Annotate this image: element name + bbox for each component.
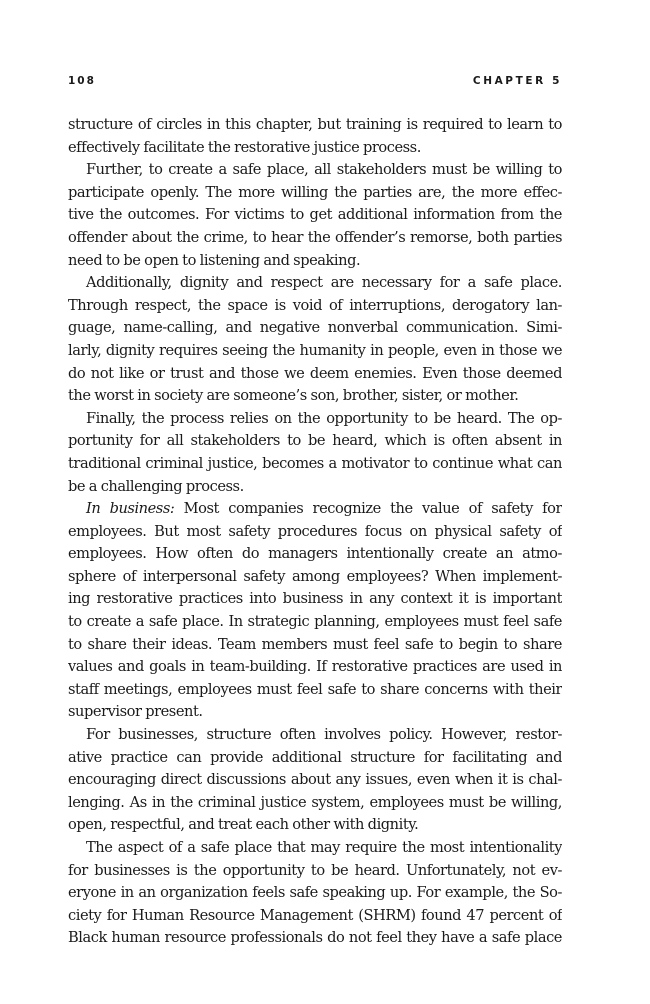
text-line: larly, dignity requires seeing the humanity in people, even in those we bbox=[68, 341, 562, 359]
text-line: for businesses is the opportunity to be heard. Unfortunately, not ev- bbox=[68, 861, 562, 879]
text-line: Further, to create a safe place, all stakeholders must be willing to bbox=[86, 161, 562, 179]
text-line: ing restorative practices into business in any context it is important bbox=[68, 590, 562, 608]
text-line: to share their ideas. Team members must feel safe to begin to share bbox=[68, 635, 562, 653]
text-line: employees. How often do managers intentionally create an atmo- bbox=[68, 545, 562, 563]
text-line: employees. But most safety procedures focus on physical safety of bbox=[68, 522, 562, 540]
in-business-label: In business: bbox=[86, 500, 175, 518]
chapter-label: CHAPTER 5 bbox=[472, 75, 562, 87]
text-line: structure of circles in this chapter, but training is required to learn to bbox=[68, 116, 562, 133]
text-line-with-italic bbox=[68, 498, 562, 521]
text-line: effectively facilitate the restorative justice process. bbox=[68, 138, 421, 156]
text-line-rest: Most companies recognize the value of safety for bbox=[183, 500, 562, 518]
text-line: participate openly. The more willing the parties are, the more effec- bbox=[68, 183, 562, 201]
text-line: sphere of interpersonal safety among employees? When implement- bbox=[68, 567, 562, 585]
text-line: the worst in society are someone’s son, brother, sister, or mother. bbox=[68, 387, 519, 405]
page-number: 108 bbox=[68, 75, 96, 87]
text-line: Finally, the process relies on the opportunity to be heard. The op- bbox=[86, 409, 562, 427]
text-line: eryone in an organization feels safe speaking up. For example, the So- bbox=[68, 884, 562, 902]
text-line: Black human resource professionals do not feel they have a safe place bbox=[68, 929, 562, 947]
text-line: staff meetings, employees must feel safe to share concerns with their bbox=[68, 680, 562, 698]
text-line: portunity for all stakeholders to be heard, which is often absent in bbox=[68, 432, 562, 450]
text-line: be a challenging process. bbox=[68, 477, 244, 495]
text-line: values and goals in team-building. If restorative practices are used in bbox=[68, 658, 562, 676]
text-line: to create a safe place. In strategic planning, employees must feel safe bbox=[68, 613, 562, 631]
text-line: traditional criminal justice, becomes a motivator to continue what can bbox=[68, 454, 562, 472]
text-line: do not like or trust and those we deem enemies. Even those deemed bbox=[68, 364, 562, 382]
text-line: The aspect of a safe place that may require the most intentionality bbox=[86, 839, 562, 856]
text-line: Through respect, the space is void of interruptions, derogatory lan- bbox=[68, 296, 562, 314]
text-line: open, respectful, and treat each other with dignity. bbox=[68, 816, 419, 834]
text-line: Additionally, dignity and respect are necessary for a safe place. bbox=[86, 274, 562, 292]
text-line: For businesses, structure often involves policy. However, restor- bbox=[86, 726, 562, 744]
text-line: guage, name-calling, and negative nonverbal communication. Simi- bbox=[68, 319, 562, 337]
running-head bbox=[68, 75, 562, 95]
text-line: offender about the crime, to hear the offender’s remorse, both parties bbox=[68, 228, 562, 246]
text-line: ative practice can provide additional structure for facilitating and bbox=[68, 748, 562, 766]
text-line: tive the outcomes. For victims to get additional information from the bbox=[68, 206, 562, 224]
text-line: lenging. As in the criminal justice system, employees must be willing, bbox=[68, 793, 562, 811]
text-line: supervisor present. bbox=[68, 703, 203, 721]
body-text bbox=[68, 114, 562, 950]
text-line: need to be open to listening and speaking. bbox=[68, 251, 361, 269]
text-line: encouraging direct discussions about any issues, even when it is chal- bbox=[68, 771, 562, 789]
text-line: ciety for Human Resource Management (SHRM) found 47 percent of bbox=[68, 906, 562, 924]
